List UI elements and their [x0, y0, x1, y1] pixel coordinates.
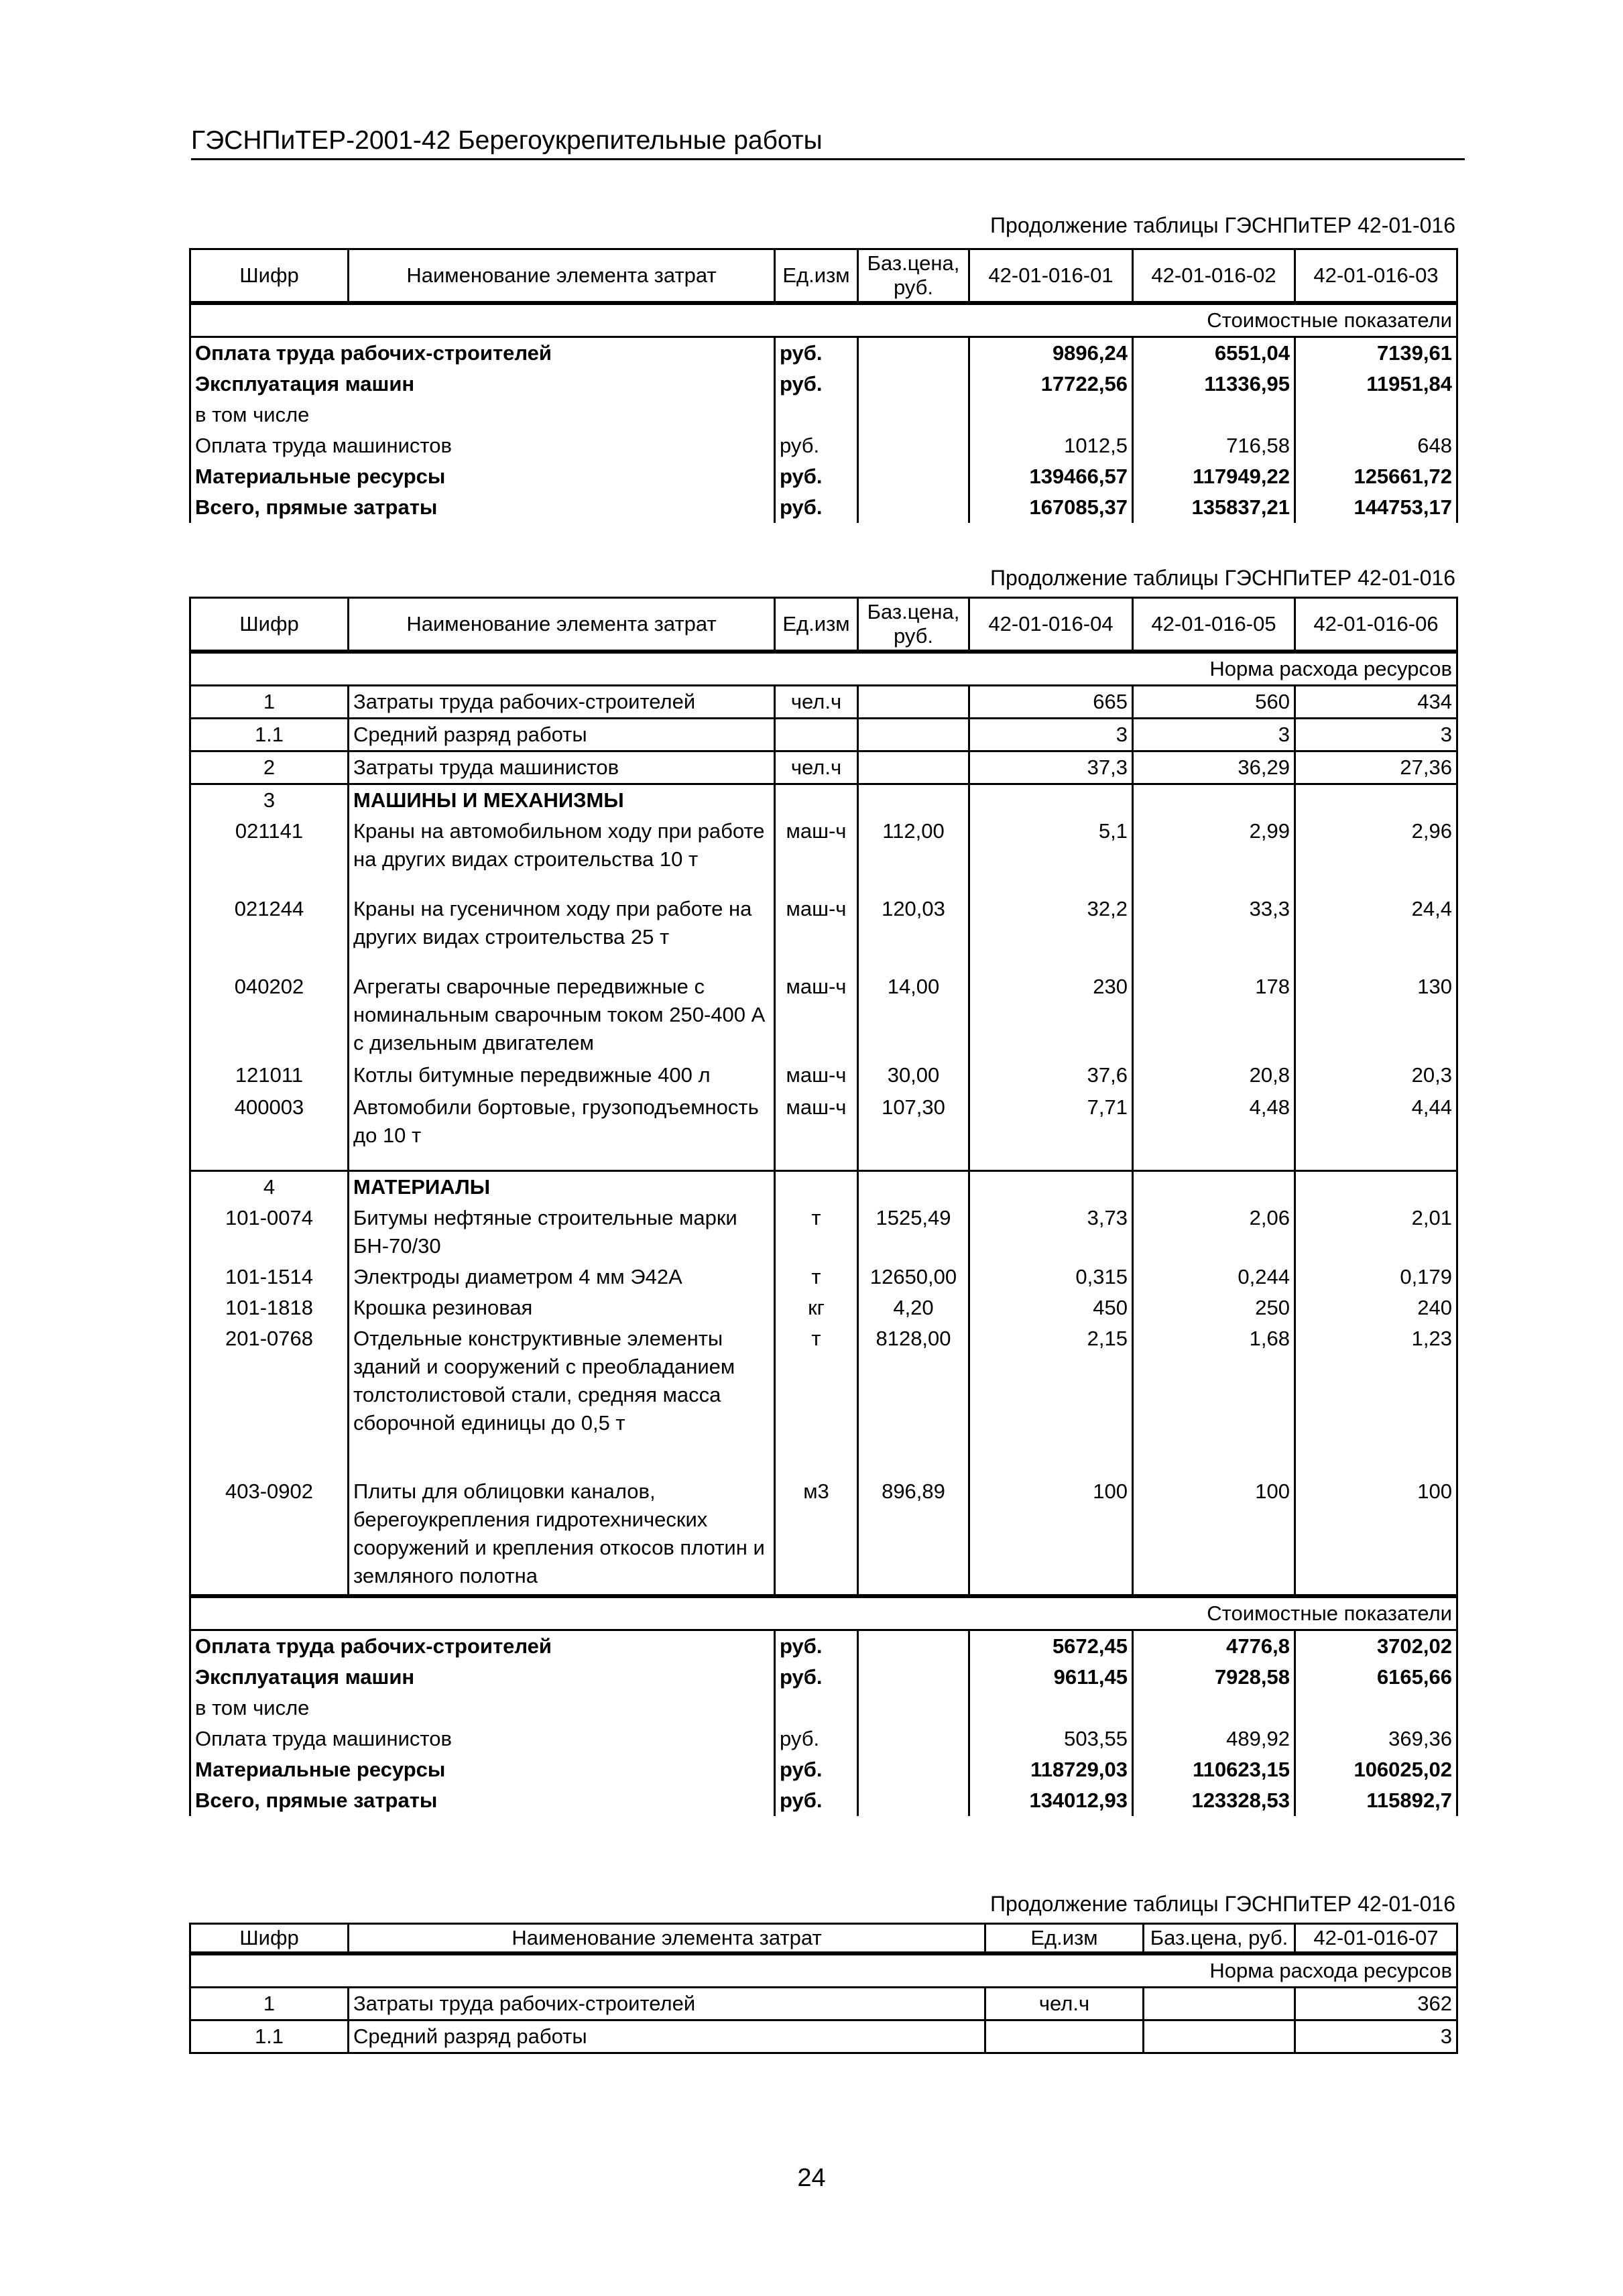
row-value-1: 503,55 — [969, 1724, 1133, 1754]
resource-table-2 — [189, 597, 1458, 1816]
row-value-2: 11336,95 — [1133, 369, 1295, 400]
row-name: Крошка резиновая — [349, 1292, 775, 1323]
row-unit — [985, 2020, 1144, 2053]
row-code: 1 — [190, 1988, 349, 2020]
table-header-row — [190, 598, 1457, 652]
row-price — [858, 461, 969, 492]
row-value-1: 3 — [1295, 2020, 1457, 2053]
row-value-1: 665 — [969, 686, 1133, 719]
band-label: Норма расхода ресурсов — [190, 652, 1457, 686]
row-code: 3 — [190, 784, 349, 817]
col-header-price: Баз.цена, руб. — [858, 598, 969, 652]
row-value-3: 3 — [1295, 719, 1457, 751]
table-row — [190, 1292, 1457, 1323]
row-price: 107,30 — [858, 1092, 969, 1171]
row-value-1: 17722,56 — [969, 369, 1133, 400]
row-value-3 — [1295, 784, 1457, 817]
row-price — [858, 686, 969, 719]
row-price — [1144, 2020, 1295, 2053]
row-value-2: 20,8 — [1133, 1060, 1295, 1092]
table-row — [190, 369, 1457, 400]
row-code: 101-1514 — [190, 1262, 349, 1292]
table-row — [190, 719, 1457, 751]
row-value-2: 560 — [1133, 686, 1295, 719]
row-value-1: 167085,37 — [969, 492, 1133, 523]
row-name: МАТЕРИАЛЫ — [349, 1171, 775, 1203]
row-price: 8128,00 — [858, 1323, 969, 1457]
col-header-code-2: 42-01-016-02 — [1133, 249, 1295, 304]
row-value-2: 33,3 — [1133, 894, 1295, 971]
row-name: Затраты труда рабочих-строителей — [349, 686, 775, 719]
row-name: Битумы нефтяные строительные марки БН-70/30 — [349, 1203, 775, 1262]
table-header-row — [190, 249, 1457, 304]
table-row — [190, 430, 1457, 461]
col-header-name: Наименование элемента затрат — [349, 598, 775, 652]
row-code: 2 — [190, 751, 349, 784]
row-name: в том числе — [190, 1693, 775, 1724]
col-header-price: Баз.цена, руб. — [1144, 1924, 1295, 1954]
table-row — [190, 400, 1457, 430]
row-value-1: 3 — [969, 719, 1133, 751]
row-name: Материальные ресурсы — [190, 461, 775, 492]
table-row — [190, 337, 1457, 369]
row-unit: руб. — [775, 1724, 858, 1754]
row-value-1: 134012,93 — [969, 1785, 1133, 1816]
col-header-name: Наименование элемента затрат — [349, 249, 775, 304]
row-value-3: 130 — [1295, 971, 1457, 1060]
row-value-2: 110623,15 — [1133, 1754, 1295, 1785]
row-unit — [775, 400, 858, 430]
cost-table-1 — [189, 248, 1458, 523]
row-unit: руб. — [775, 1754, 858, 1785]
row-name: Котлы битумные передвижные 400 л — [349, 1060, 775, 1092]
row-unit: руб. — [775, 337, 858, 369]
row-value-2 — [1133, 1171, 1295, 1203]
table-row — [190, 2020, 1457, 2053]
row-unit — [775, 1171, 858, 1203]
row-value-1: 9611,45 — [969, 1662, 1133, 1693]
row-value-3: 2,96 — [1295, 816, 1457, 894]
row-unit — [775, 719, 858, 751]
row-value-2: 6551,04 — [1133, 337, 1295, 369]
row-value-1: 37,6 — [969, 1060, 1133, 1092]
row-value-1 — [969, 1171, 1133, 1203]
row-value-3: 240 — [1295, 1292, 1457, 1323]
row-value-1: 100 — [969, 1457, 1133, 1596]
row-code: 021141 — [190, 816, 349, 894]
table-row — [190, 492, 1457, 523]
row-value-3: 7139,61 — [1295, 337, 1457, 369]
row-value-2 — [1133, 400, 1295, 430]
row-name: Краны на гусеничном ходу при работе на других видах строительства 25 т — [349, 894, 775, 971]
table-row — [190, 1262, 1457, 1292]
row-name: Агрегаты сварочные передвижные с номинальным сварочным током 250-400 А с дизельным двигателем — [349, 971, 775, 1060]
row-value-2 — [1133, 784, 1295, 817]
col-header-code-3: 42-01-016-03 — [1295, 249, 1457, 304]
row-price — [858, 1171, 969, 1203]
row-name: Оплата труда машинистов — [190, 1724, 775, 1754]
row-price — [858, 369, 969, 400]
row-price — [858, 1693, 969, 1724]
row-value-3: 144753,17 — [1295, 492, 1457, 523]
row-value-1: 362 — [1295, 1988, 1457, 2020]
col-header-code-3: 42-01-016-06 — [1295, 598, 1457, 652]
row-value-3: 20,3 — [1295, 1060, 1457, 1092]
row-value-1: 37,3 — [969, 751, 1133, 784]
row-value-3: 369,36 — [1295, 1724, 1457, 1754]
row-value-1 — [969, 784, 1133, 817]
row-name: Оплата труда рабочих-строителей — [190, 337, 775, 369]
row-value-3: 2,01 — [1295, 1203, 1457, 1262]
row-value-3 — [1295, 1693, 1457, 1724]
row-price — [858, 719, 969, 751]
col-header-code-1: 42-01-016-07 — [1295, 1924, 1457, 1954]
page-number: 24 — [797, 2164, 826, 2192]
col-header-code: Шифр — [190, 249, 349, 304]
table-row — [190, 1630, 1457, 1663]
row-unit: т — [775, 1203, 858, 1262]
table-row — [190, 1060, 1457, 1092]
row-code: 101-0074 — [190, 1203, 349, 1262]
row-value-1: 0,315 — [969, 1262, 1133, 1292]
row-value-1: 230 — [969, 971, 1133, 1060]
resource-table-3 — [189, 1923, 1458, 2054]
row-name: Затраты труда машинистов — [349, 751, 775, 784]
row-code: 040202 — [190, 971, 349, 1060]
row-price: 896,89 — [858, 1457, 969, 1596]
row-unit: маш-ч — [775, 816, 858, 894]
row-unit: м3 — [775, 1457, 858, 1596]
col-header-name: Наименование элемента затрат — [349, 1924, 985, 1954]
row-name: Затраты труда рабочих-строителей — [349, 1988, 985, 2020]
table-row — [190, 461, 1457, 492]
row-name: Эксплуатация машин — [190, 369, 775, 400]
col-header-code: Шифр — [190, 598, 349, 652]
table-caption: Продолжение таблицы ГЭСНПиТЕР 42-01-016 — [990, 213, 1455, 237]
row-code: 400003 — [190, 1092, 349, 1171]
row-unit — [775, 1693, 858, 1724]
row-value-3 — [1295, 1171, 1457, 1203]
row-value-2: 0,244 — [1133, 1262, 1295, 1292]
table-row — [190, 1092, 1457, 1171]
band-row — [190, 1953, 1457, 1988]
table-caption: Продолжение таблицы ГЭСНПиТЕР 42-01-016 — [990, 1892, 1455, 1916]
row-price — [858, 784, 969, 817]
row-name: Всего, прямые затраты — [190, 1785, 775, 1816]
row-name: Средний разряд работы — [349, 2020, 985, 2053]
band-row — [190, 1596, 1457, 1630]
row-name: Оплата труда рабочих-строителей — [190, 1630, 775, 1663]
row-price — [858, 1785, 969, 1816]
row-code: 021244 — [190, 894, 349, 971]
row-unit — [775, 784, 858, 817]
row-value-3: 115892,7 — [1295, 1785, 1457, 1816]
row-unit: руб. — [775, 1630, 858, 1663]
row-value-1: 32,2 — [969, 894, 1133, 971]
row-unit: руб. — [775, 1662, 858, 1693]
row-price: 112,00 — [858, 816, 969, 894]
row-unit: руб. — [775, 461, 858, 492]
row-price — [858, 492, 969, 523]
row-unit: маш-ч — [775, 894, 858, 971]
row-unit: чел.ч — [985, 1988, 1144, 2020]
col-header-code: Шифр — [190, 1924, 349, 1954]
row-name: Эксплуатация машин — [190, 1662, 775, 1693]
row-price — [858, 1754, 969, 1785]
row-unit: руб. — [775, 430, 858, 461]
row-name: Средний разряд работы — [349, 719, 775, 751]
row-value-3: 4,44 — [1295, 1092, 1457, 1171]
row-code: 4 — [190, 1171, 349, 1203]
row-value-1 — [969, 1693, 1133, 1724]
row-price — [1144, 1988, 1295, 2020]
col-header-unit: Ед.изм — [775, 598, 858, 652]
table-row — [190, 971, 1457, 1060]
row-price: 12650,00 — [858, 1262, 969, 1292]
row-value-3: 100 — [1295, 1457, 1457, 1596]
section-row — [190, 784, 1457, 817]
row-price: 14,00 — [858, 971, 969, 1060]
band-label: Норма расхода ресурсов — [190, 1953, 1457, 1988]
row-unit: руб. — [775, 369, 858, 400]
row-name: в том числе — [190, 400, 775, 430]
row-unit: чел.ч — [775, 686, 858, 719]
table-row — [190, 1323, 1457, 1457]
row-price: 1525,49 — [858, 1203, 969, 1262]
row-name: МАШИНЫ И МЕХАНИЗМЫ — [349, 784, 775, 817]
row-code: 101-1818 — [190, 1292, 349, 1323]
table-row — [190, 1724, 1457, 1754]
row-unit: маш-ч — [775, 1092, 858, 1171]
row-value-1: 3,73 — [969, 1203, 1133, 1262]
row-name: Плиты для облицовки каналов, берегоукрепления гидротехнических сооружений и крепления откосов плотин и земляного полотна — [349, 1457, 775, 1596]
col-header-unit: Ед.изм — [775, 249, 858, 304]
row-value-3: 11951,84 — [1295, 369, 1457, 400]
row-value-1 — [969, 400, 1133, 430]
row-name: Оплата труда машинистов — [190, 430, 775, 461]
row-value-2: 4,48 — [1133, 1092, 1295, 1171]
row-value-3: 24,4 — [1295, 894, 1457, 971]
col-header-code-1: 42-01-016-01 — [969, 249, 1133, 304]
band-row — [190, 303, 1457, 337]
row-name: Электроды диаметром 4 мм Э42А — [349, 1262, 775, 1292]
row-value-2: 3 — [1133, 719, 1295, 751]
row-value-3: 648 — [1295, 430, 1457, 461]
row-price — [858, 751, 969, 784]
row-unit: чел.ч — [775, 751, 858, 784]
row-value-3: 125661,72 — [1295, 461, 1457, 492]
table-row — [190, 1754, 1457, 1785]
row-value-2: 1,68 — [1133, 1323, 1295, 1457]
col-header-unit: Ед.изм — [985, 1924, 1144, 1954]
row-value-2: 716,58 — [1133, 430, 1295, 461]
table-header-row — [190, 1924, 1457, 1954]
table-row — [190, 751, 1457, 784]
col-header-price: Баз.цена, руб. — [858, 249, 969, 304]
band-row — [190, 652, 1457, 686]
row-unit: т — [775, 1262, 858, 1292]
row-unit: т — [775, 1323, 858, 1457]
row-name: Материальные ресурсы — [190, 1754, 775, 1785]
table-row — [190, 894, 1457, 971]
row-price — [858, 337, 969, 369]
row-name: Краны на автомобильном ходу при работе на других видах строительства 10 т — [349, 816, 775, 894]
row-name: Всего, прямые затраты — [190, 492, 775, 523]
row-price — [858, 430, 969, 461]
row-code: 201-0768 — [190, 1323, 349, 1457]
row-value-3: 0,179 — [1295, 1262, 1457, 1292]
table-row — [190, 1988, 1457, 2020]
section-row — [190, 1171, 1457, 1203]
row-value-2: 123328,53 — [1133, 1785, 1295, 1816]
row-code: 403-0902 — [190, 1457, 349, 1596]
table-row — [190, 1203, 1457, 1262]
row-unit: маш-ч — [775, 1060, 858, 1092]
row-value-2: 36,29 — [1133, 751, 1295, 784]
row-value-2: 2,99 — [1133, 816, 1295, 894]
row-value-3: 106025,02 — [1295, 1754, 1457, 1785]
row-value-1: 5,1 — [969, 816, 1133, 894]
row-value-2: 178 — [1133, 971, 1295, 1060]
row-value-3: 1,23 — [1295, 1323, 1457, 1457]
row-unit: руб. — [775, 492, 858, 523]
row-code: 1 — [190, 686, 349, 719]
row-value-2: 2,06 — [1133, 1203, 1295, 1262]
row-price — [858, 400, 969, 430]
row-value-3: 434 — [1295, 686, 1457, 719]
row-value-1: 2,15 — [969, 1323, 1133, 1457]
row-value-3 — [1295, 400, 1457, 430]
row-price — [858, 1630, 969, 1663]
col-header-code-2: 42-01-016-05 — [1133, 598, 1295, 652]
row-unit: руб. — [775, 1785, 858, 1816]
row-unit: кг — [775, 1292, 858, 1323]
row-value-2: 489,92 — [1133, 1724, 1295, 1754]
row-value-1: 9896,24 — [969, 337, 1133, 369]
row-value-1: 118729,03 — [969, 1754, 1133, 1785]
table-row — [190, 1785, 1457, 1816]
band-label: Стоимостные показатели — [190, 303, 1457, 337]
row-value-2: 250 — [1133, 1292, 1295, 1323]
row-value-3: 3702,02 — [1295, 1630, 1457, 1663]
row-value-2: 117949,22 — [1133, 461, 1295, 492]
row-price: 120,03 — [858, 894, 969, 971]
row-value-2: 135837,21 — [1133, 492, 1295, 523]
row-value-1: 7,71 — [969, 1092, 1133, 1171]
row-value-3: 27,36 — [1295, 751, 1457, 784]
row-value-2: 100 — [1133, 1457, 1295, 1596]
row-value-2: 4776,8 — [1133, 1630, 1295, 1663]
row-name: Автомобили бортовые, грузоподъемность до 10 т — [349, 1092, 775, 1171]
row-unit: маш-ч — [775, 971, 858, 1060]
table-row — [190, 1662, 1457, 1693]
row-value-1: 5672,45 — [969, 1630, 1133, 1663]
row-name: Отдельные конструктивные элементы зданий и сооружений с преобладанием толстолистовой стали, средняя масса сборочной единицы до 0,5 т — [349, 1323, 775, 1457]
row-price — [858, 1662, 969, 1693]
row-value-1: 1012,5 — [969, 430, 1133, 461]
row-price: 4,20 — [858, 1292, 969, 1323]
band-label: Стоимостные показатели — [190, 1596, 1457, 1630]
row-value-2 — [1133, 1693, 1295, 1724]
row-value-3: 6165,66 — [1295, 1662, 1457, 1693]
table-row — [190, 1457, 1457, 1596]
row-code: 1.1 — [190, 2020, 349, 2053]
table-row — [190, 816, 1457, 894]
page-header: ГЭСНПиТЕР-2001-42 Берегоукрепительные работы — [191, 126, 1465, 160]
table-row — [190, 686, 1457, 719]
row-code: 1.1 — [190, 719, 349, 751]
table-caption: Продолжение таблицы ГЭСНПиТЕР 42-01-016 — [990, 566, 1455, 590]
row-price — [858, 1724, 969, 1754]
table-row — [190, 1693, 1457, 1724]
row-value-1: 139466,57 — [969, 461, 1133, 492]
row-value-1: 450 — [969, 1292, 1133, 1323]
row-value-2: 7928,58 — [1133, 1662, 1295, 1693]
row-price: 30,00 — [858, 1060, 969, 1092]
col-header-code-1: 42-01-016-04 — [969, 598, 1133, 652]
row-code: 121011 — [190, 1060, 349, 1092]
